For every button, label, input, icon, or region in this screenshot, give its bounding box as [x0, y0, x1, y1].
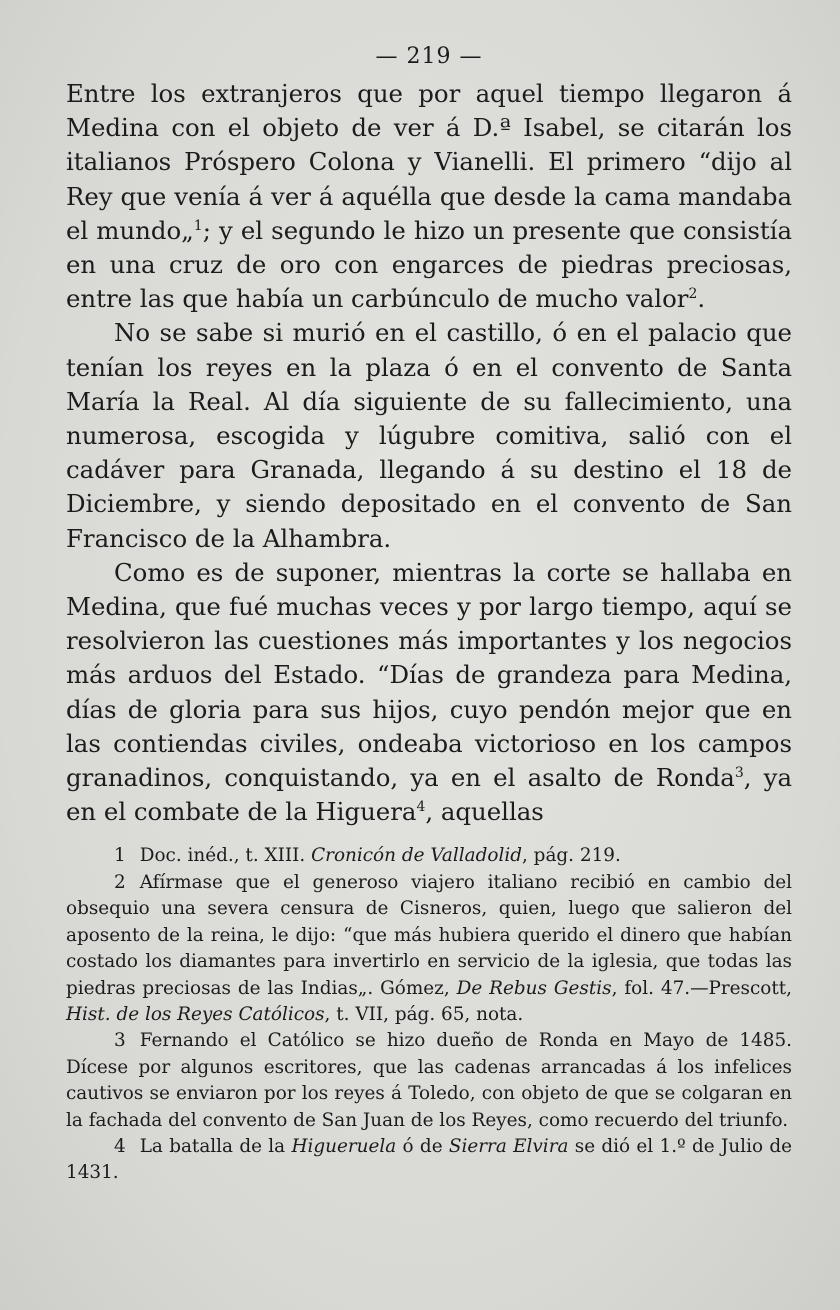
- paragraph-text: .: [697, 284, 706, 314]
- footnote-number: 3: [114, 1030, 126, 1052]
- page-number: — 219 —: [375, 44, 483, 69]
- footnote-text: , t. VII, pág. 65, nota.: [324, 1003, 524, 1025]
- paragraph-2: [66, 316, 792, 555]
- footnote-italic-place: Higueruela: [291, 1135, 397, 1157]
- footnote-ref-1: 1: [193, 217, 203, 234]
- footnote-text: Doc. inéd., t. XIII.: [139, 845, 312, 867]
- footnote-4: [66, 1134, 792, 1187]
- footnote-text: Afírmase que el generoso viajero italiano recibió en cambio del obsequio una severa censura de Cisneros, quien, luego que salieron del aposento de la reina, le dijo: “que más hubiera querido el dinero que habían costado los diamantes para invertirlo en servicio de la iglesia, que todas las piedras preciosas de las Indias„. Gómez,: [66, 871, 792, 999]
- footnote-number: 2: [114, 871, 126, 893]
- footnote-text: ó de: [396, 1135, 449, 1157]
- footnote-number: 1: [114, 845, 126, 867]
- paragraph-3: [66, 556, 792, 830]
- footnote-2: [66, 870, 792, 1028]
- footnote-italic-title: De Rebus Gestis: [456, 977, 612, 999]
- paragraph-text: No se sabe si murió en el castillo, ó en el palacio que tenían los reyes en la plaza ó en el convento de Santa María la Real. Al día siguiente de su fallecimiento, una numerosa, escogida y lúgubre comitiva, salió con el cadáver para Granada, llegando á su destino el 18 de Diciembre, y siendo depositado en el convento de San Francisco de la Alhambra.: [66, 318, 792, 553]
- footnote-number: 4: [114, 1135, 126, 1157]
- main-text: [66, 77, 792, 829]
- footnote-italic-title: Cronicón de Valladolid: [311, 845, 522, 867]
- footnotes: [66, 843, 792, 1186]
- footnote-text: , fol. 47.—Prescott,: [611, 977, 792, 999]
- footnote-italic-title: Hist. de los Reyes Católicos: [66, 1003, 325, 1025]
- paragraph-text: , aquellas: [425, 797, 544, 827]
- paragraph-text: Como es de suponer, mientras la corte se hallaba en Medina, que fué muchas veces y por largo tiempo, aquí se resolvieron las cuestiones más importantes y los negocios más arduos del Estado. “Días de grandeza para Medina, días de gloria para sus hijos, cuyo pendón mejor que en las contiendas civiles, ondeaba victorioso en los campos granadinos, conquistando, ya en el asalto de Ronda: [66, 557, 792, 793]
- paragraph-1: [66, 77, 792, 316]
- footnote-text: Fernando el Católico se hizo dueño de Ronda en Mayo de 1485. Dícese por algunos escritores, que las cadenas arrancadas á los infelices cautivos se enviaron por los reyes á Toledo, con objeto de que se colgaran en la fachada del convento de San Juan de los Reyes, como recuerdo del triunfo.: [66, 1030, 792, 1131]
- footnote-ref-3: 3: [734, 764, 744, 781]
- footnote-text: , pág. 219.: [521, 845, 621, 867]
- footnote-ref-2: 2: [688, 286, 698, 303]
- paragraph-text: , ya en el combate de la Higuera: [66, 763, 792, 827]
- paragraph-text: ; y el segundo le hizo un presente que consistía en una cruz de oro con engarces de piedras preciosas, entre las que había un carbúnculo de mucho valor: [66, 215, 792, 314]
- footnote-ref-4: 4: [416, 799, 426, 816]
- footnote-1: [66, 843, 792, 869]
- footnote-3: [66, 1028, 792, 1134]
- footnote-text: La batalla de la: [139, 1135, 292, 1157]
- paragraph-text: Entre los extranjeros que por aquel tiempo llegaron á Medina con el objeto de ver á D.ª Isabel, se citarán los italianos Próspero Colona y Vianelli. El primero “dijo al Rey que venía á ver á aquélla que desde la cama mandaba el mundo„: [66, 79, 792, 245]
- footnote-text: se dió el 1.º de Julio de 1431.: [66, 1135, 792, 1184]
- footnote-italic-place: Sierra Elvira: [448, 1135, 569, 1157]
